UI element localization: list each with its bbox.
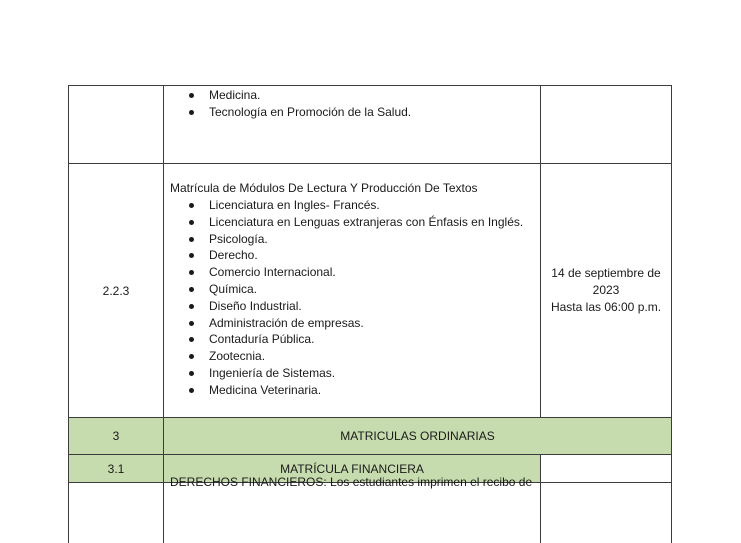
- program-list: [164, 87, 540, 121]
- number-cell: [69, 164, 164, 417]
- schedule-table: [68, 85, 672, 543]
- number-cell: [69, 418, 164, 454]
- list-item: Administración de empresas.: [164, 315, 540, 332]
- table-row: [69, 164, 671, 418]
- date-cell: [541, 455, 671, 482]
- list-item: Derecho.: [164, 247, 540, 264]
- row-number: 3: [112, 429, 120, 443]
- list-item: Comercio Internacional.: [164, 264, 540, 281]
- section-header-row: [69, 418, 671, 455]
- list-item: Química.: [164, 281, 540, 298]
- list-item: Tecnología en Promoción de la Salud.: [164, 104, 540, 121]
- program-cell: [164, 475, 541, 543]
- description-text: DERECHOS FINANCIEROS: Los estudiantes imprimen el recibo de: [170, 475, 533, 489]
- number-cell: [69, 455, 164, 482]
- date-cell: [541, 164, 671, 417]
- date-cell: [541, 483, 671, 543]
- list-item: Zootecnia.: [164, 348, 540, 365]
- table-row: [69, 475, 671, 543]
- program-cell: [164, 164, 541, 417]
- list-item: Medicina.: [164, 87, 540, 104]
- list-item: Psicología.: [164, 231, 540, 248]
- section-title: MATRICULAS ORDINARIAS: [340, 429, 495, 443]
- table-row: [69, 86, 671, 164]
- list-item: Ingeniería de Sistemas.: [164, 365, 540, 382]
- deadline-time: Hasta las 06:00 p.m.: [550, 300, 662, 314]
- number-cell: [69, 86, 164, 163]
- section-title-cell: [164, 418, 671, 454]
- deadline-date: 14 de septiembre de: [551, 266, 661, 280]
- section-heading: Matrícula de Módulos De Lectura Y Producción De Textos: [170, 181, 478, 195]
- row-number: 2.2.3: [102, 283, 130, 298]
- program-list: [164, 197, 540, 399]
- list-item: Licenciatura en Ingles- Francés.: [164, 197, 540, 214]
- date-cell: [541, 86, 671, 163]
- deadline-text: [551, 265, 661, 316]
- list-item: Licenciatura en Lenguas extranjeras con Énfasis en Inglés.: [164, 214, 540, 231]
- number-cell: [69, 483, 164, 543]
- list-item: Diseño Industrial.: [164, 298, 540, 315]
- subsection-title: MATRÍCULA FINANCIERA: [280, 461, 424, 476]
- list-item: Medicina Veterinaria.: [164, 382, 540, 399]
- deadline-year: 2023: [592, 283, 620, 297]
- program-cell: [164, 86, 541, 163]
- list-item: Contaduría Pública.: [164, 331, 540, 348]
- row-number: 3.1: [107, 461, 125, 476]
